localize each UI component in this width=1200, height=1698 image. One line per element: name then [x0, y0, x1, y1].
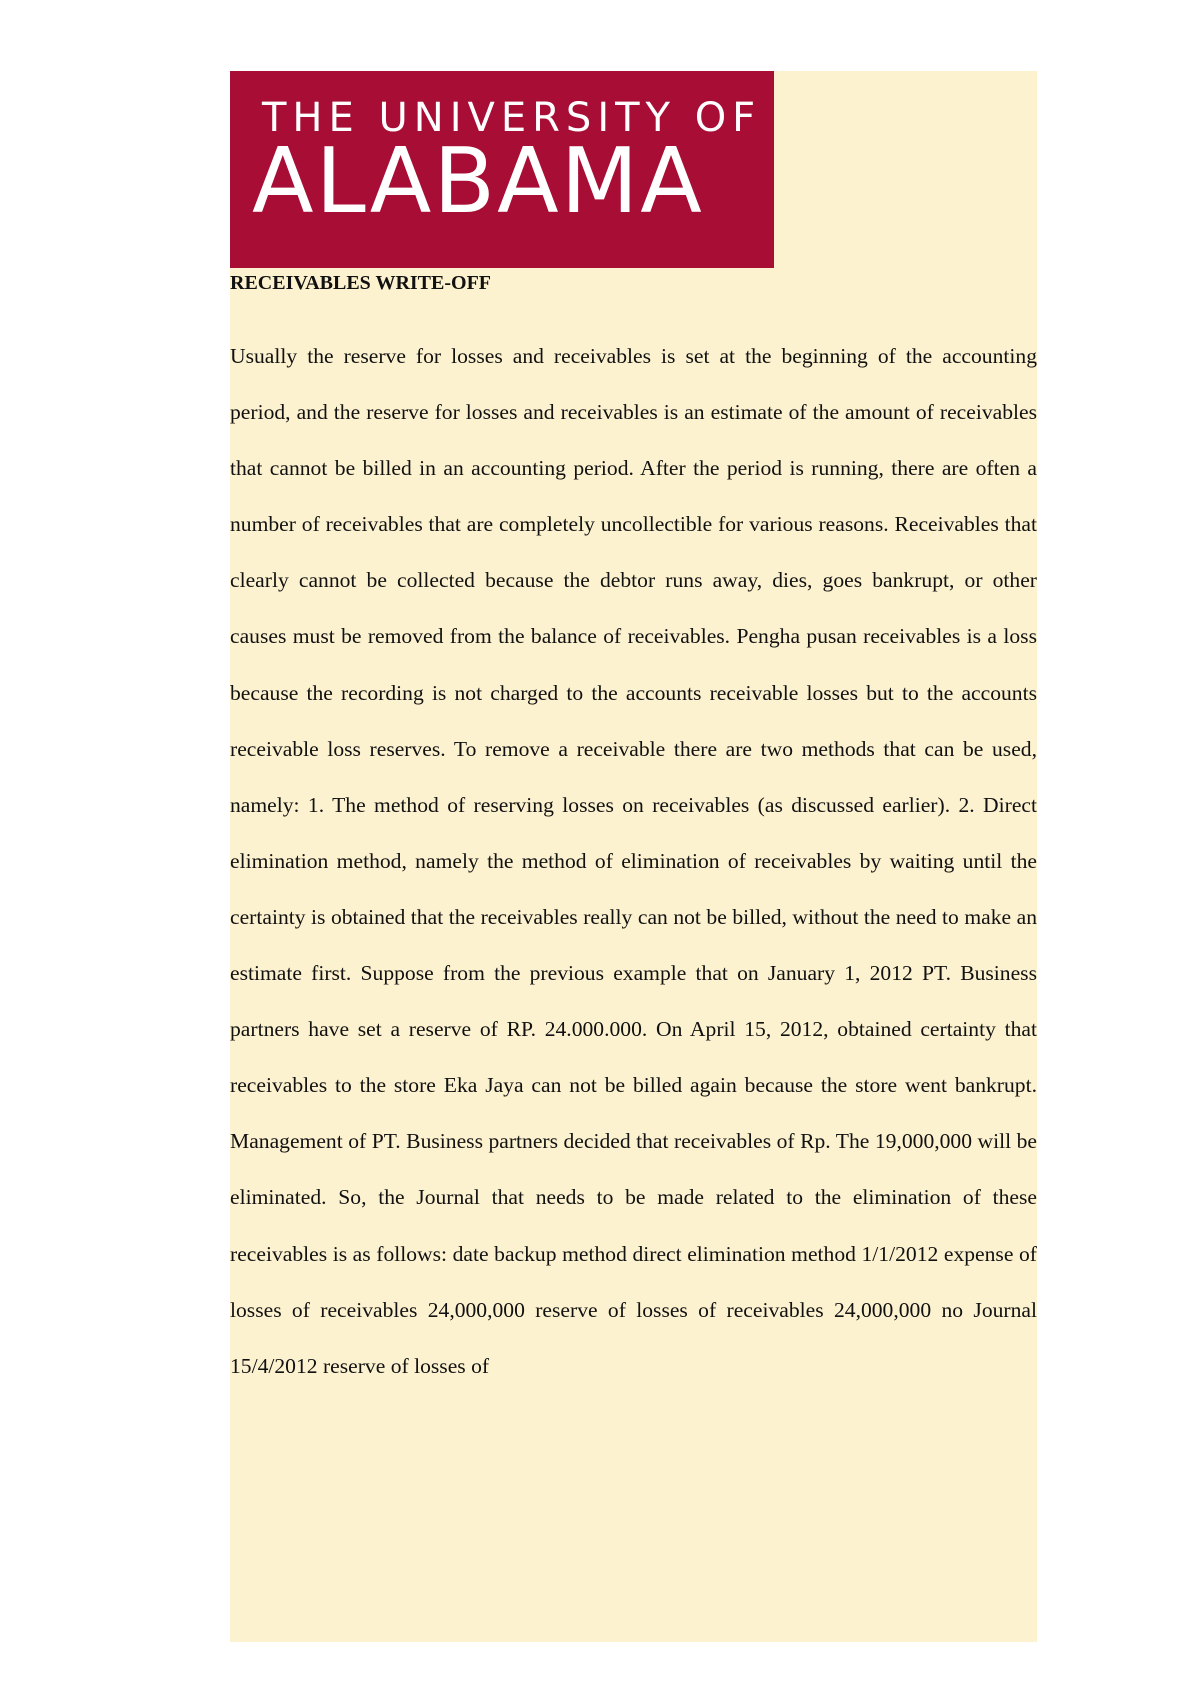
university-logo — [230, 71, 774, 268]
document-heading: RECEIVABLES WRITE-OFF — [230, 272, 491, 294]
logo-text-top: THE UNIVERSITY OF — [262, 95, 762, 141]
document-body: Usually the reserve for losses and receivables is set at the beginning of the accounting period, and the reserve for losses and receivables is an estimate of the amount of receivables that cannot be billed in an accounting period. After the period is running, there are often a number of receivables that are completely uncollectible for various reasons. Receivables that clearly cannot be collected because the debtor runs away, dies, goes bankrupt, or other causes must be removed from the balance of receivables. Pengha pusan receivables is a loss because the recording is not charged to the accounts receivable losses but to the accounts receivable loss reserves. To remove a receivable there are two methods that can be used, namely: 1. The method of reserving losses on receivables (as discussed earlier). 2. Direct elimination method, namely the method of elimination of receivables by waiting until the certainty is obtained that the receivables really can not be billed, without the need to make an estimate first. Suppose from the previous example that on January 1, 2012 PT. Business partners have set a reserve of RP. 24.000.000. On April 15, 2012, obtained certainty that receivables to the store Eka Jaya can not be billed again because the store went bankrupt. Management of PT. Business partners decided that receivables of Rp. The 19,000,000 will be eliminated. So, the Journal that needs to be made related to the elimination of these receivables is as follows: date backup method direct elimination method 1/1/2012 expense of losses of receivables 24,000,000 reserve of losses of receivables 24,000,000 no Journal 15/4/2012 reserve of losses of — [230, 344, 1037, 1378]
logo-text-main: ALABAMA — [252, 129, 704, 234]
